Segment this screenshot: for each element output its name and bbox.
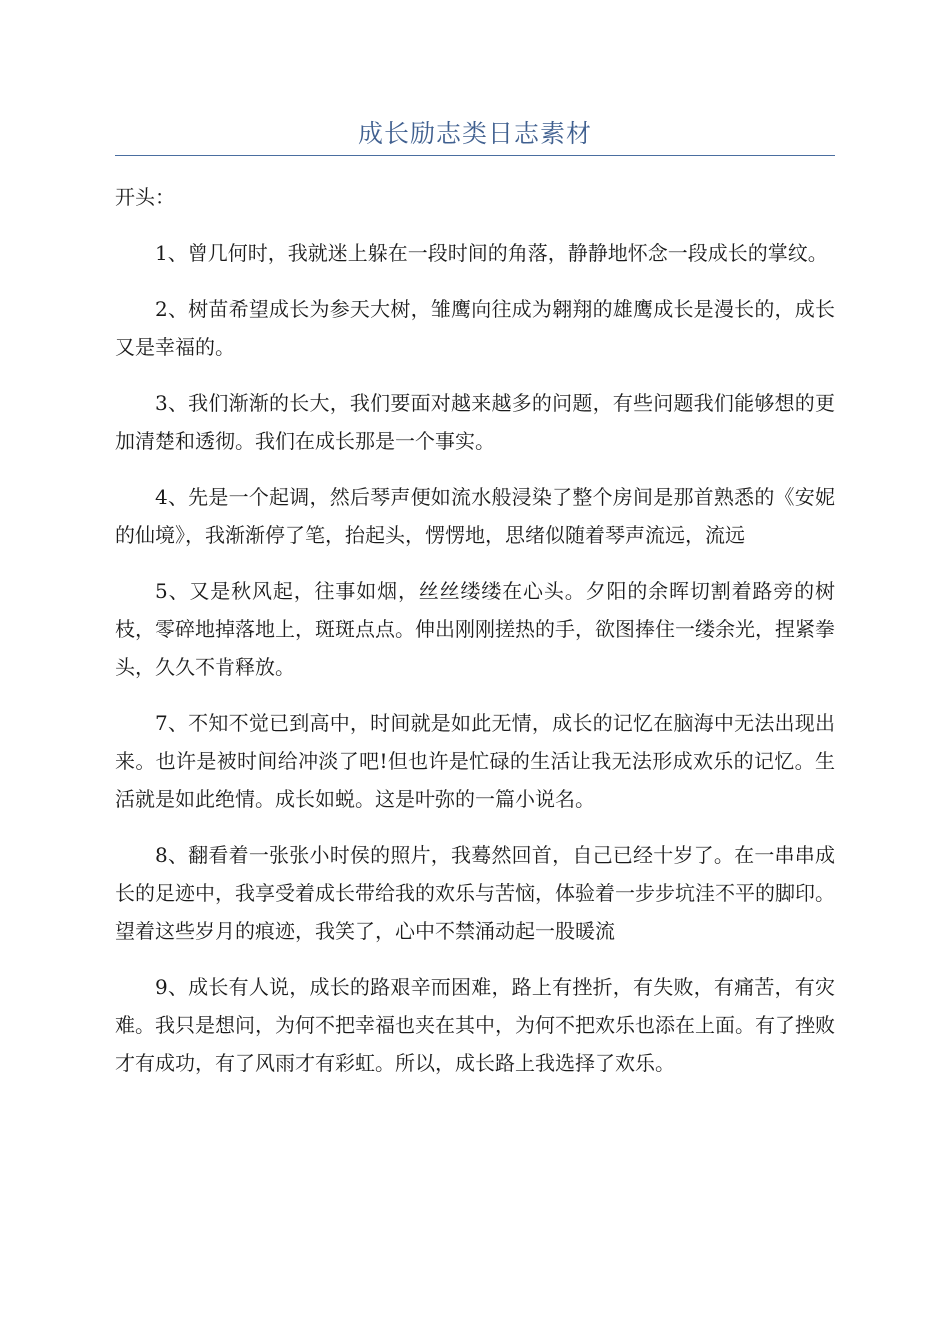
intro-label: 开头： (115, 185, 175, 209)
paragraph-1: 1、曾几何时，我就迷上躲在一段时间的角落，静静地怀念一段成长的掌纹。 (155, 241, 828, 265)
document-title: 成长励志类日志素材 (357, 119, 592, 148)
paragraph-7: 7、不知不觉已到高中，时间就是如此无情，成长的记忆在脑海中无法出现出来。也许是被时间给冲淡了吧!但也许是忙碌的生活让我无法形成欢乐的记忆。生活就是如此绝情。成长如蜕。这是叶弥的一篇小说名。 (115, 711, 835, 811)
paragraph-2: 2、树苗希望成长为参天大树，雏鹰向往成为翱翔的雄鹰成长是漫长的，成长又是幸福的。 (115, 297, 835, 359)
paragraph-4: 4、先是一个起调，然后琴声便如流水般浸染了整个房间是那首熟悉的《安妮的仙境》，我渐渐停了笔，抬起头，愣愣地，思绪似随着琴声流远，流远 (115, 485, 835, 547)
paragraph-8: 8、翻看着一张张小时侯的照片，我蓦然回首，自己已经十岁了。在一串串成长的足迹中，我享受着成长带给我的欢乐与苦恼，体验着一步步坑洼不平的脚印。望着这些岁月的痕迹，我笑了，心中不禁涌动起一股暖流 (115, 843, 835, 943)
document-body (115, 178, 835, 1100)
paragraph-5: 5、又是秋风起，往事如烟，丝丝缕缕在心头。夕阳的余晖切割着路旁的树枝，零碎地掉落地上，斑斑点点。伸出刚刚搓热的手，欲图捧住一缕余光，捏紧拳头，久久不肯释放。 (115, 579, 835, 679)
paragraph-9: 9、成长有人说，成长的路艰辛而困难，路上有挫折，有失败，有痛苦，有灾难。我只是想问，为何不把幸福也夹在其中，为何不把欢乐也添在上面。有了挫败才有成功，有了风雨才有彩虹。所以，成长路上我选择了欢乐。 (115, 975, 835, 1075)
paragraph-3: 3、我们渐渐的长大，我们要面对越来越多的问题，有些问题我们能够想的更加清楚和透彻。我们在成长那是一个事实。 (115, 391, 835, 453)
title-underline (115, 155, 835, 156)
